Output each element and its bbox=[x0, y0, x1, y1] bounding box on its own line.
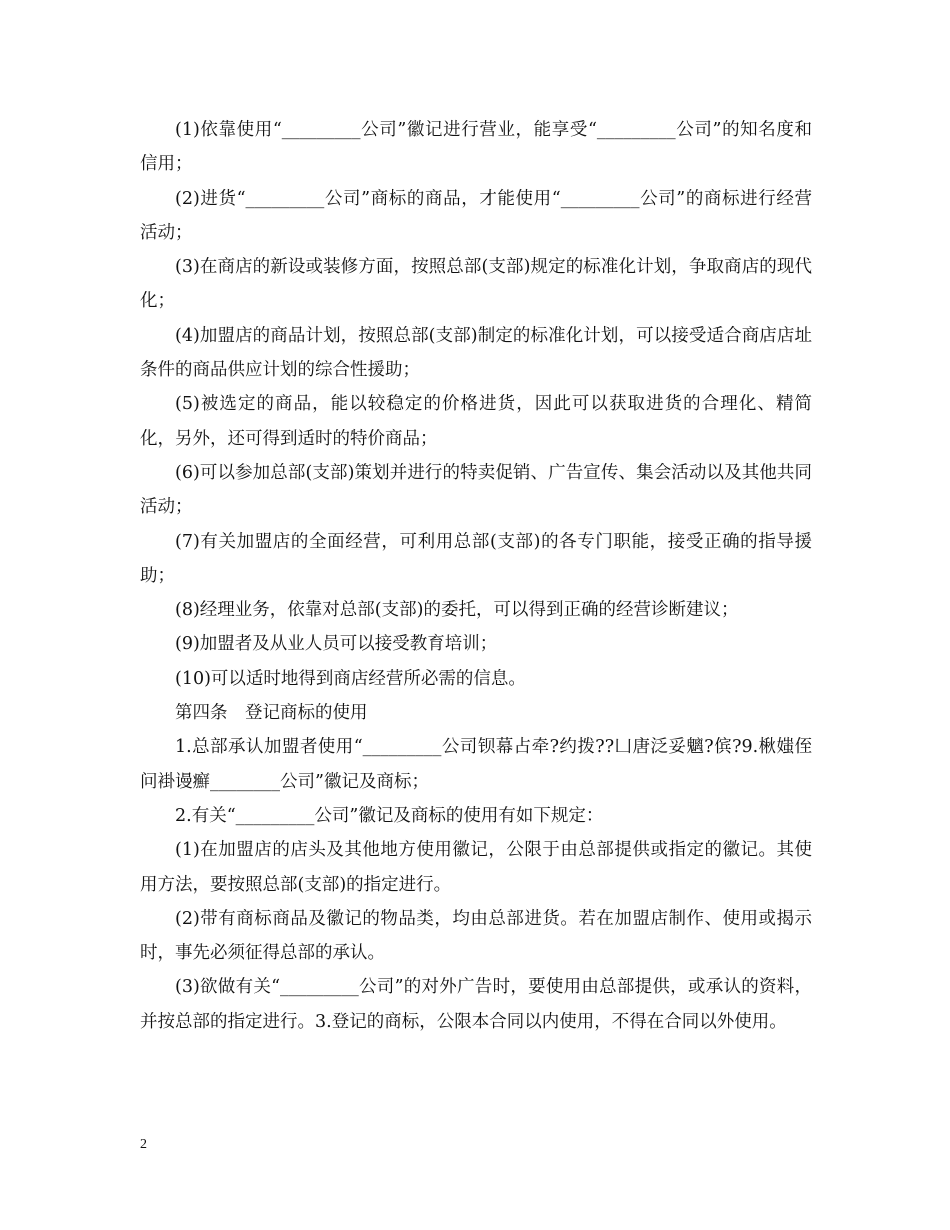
paragraph-10: (10)可以适时地得到商店经营所必需的信息。 bbox=[175, 668, 526, 689]
article-heading: 第四条 登记商标的使用 bbox=[175, 703, 368, 724]
paragraph-13: 2.有关“_________公司”徽记及商标的使用有如下规定： bbox=[175, 805, 604, 826]
paragraph-6: (6)可以参加总部(支部)策划并进行的特卖促销、广告宣传、集会活动以及其他共同活动； bbox=[140, 462, 812, 518]
paragraph-1: (1)依靠使用“_________公司”徽记进行营业，能享受“_________公司”的知名度和信用； bbox=[140, 120, 812, 175]
paragraph-7: (7)有关加盟店的全面经营，可利用总部(支部)的各专门职能，接受正确的指导援助； bbox=[140, 531, 812, 586]
paragraph-2: (2)进货“_________公司”商标的商品，才能使用“_________公司”的商标进行经营活动； bbox=[140, 188, 812, 243]
paragraph-15: (2)带有商标商品及徽记的物品类，均由总部进货。若在加盟店制作、使用或揭示时，事先必须征得总部的承认。 bbox=[140, 908, 812, 964]
paragraph-9: (9)加盟者及从业人员可以接受教育培训； bbox=[175, 634, 498, 655]
paragraph-12: 1.总部承认加盟者使用“_________公司钡幕占牵?约拨??凵唐泛妥魑?傧?9.楸媸侄问褂谩癬________公司”徽记及商标； bbox=[140, 737, 812, 792]
paragraph-8: (8)经理业务，依靠对总部(支部)的委托，可以得到正确的经营诊断建议； bbox=[175, 600, 739, 621]
paragraph-4: (4)加盟店的商品计划，按照总部(支部)制定的标准化计划，可以接受适合商店店址条件的商品供应计划的综合性援助； bbox=[140, 325, 812, 381]
document-body bbox=[140, 113, 812, 1039]
paragraph-3: (3)在商店的新设或装修方面，按照总部(支部)规定的标准化计划，争取商店的现代化； bbox=[140, 257, 812, 312]
page-number: 2 bbox=[140, 1137, 147, 1152]
paragraph-5: (5)被选定的商品，能以较稳定的价格进货，因此可以获取进货的合理化、精简化，另外，还可得到适时的特价商品； bbox=[140, 394, 812, 449]
paragraph-14: (1)在加盟店的店头及其他地方使用徽记，公限于由总部提供或指定的徽记。其使用方法，要按照总部(支部)的指定进行。 bbox=[140, 840, 812, 895]
paragraph-16: (3)欲做有关“_________公司”的对外广告时，要使用由总部提供，或承认的资料，并按总部的指定进行。3.登记的商标，公限本合同以内使用，不得在合同以外使用。 bbox=[140, 977, 812, 1032]
